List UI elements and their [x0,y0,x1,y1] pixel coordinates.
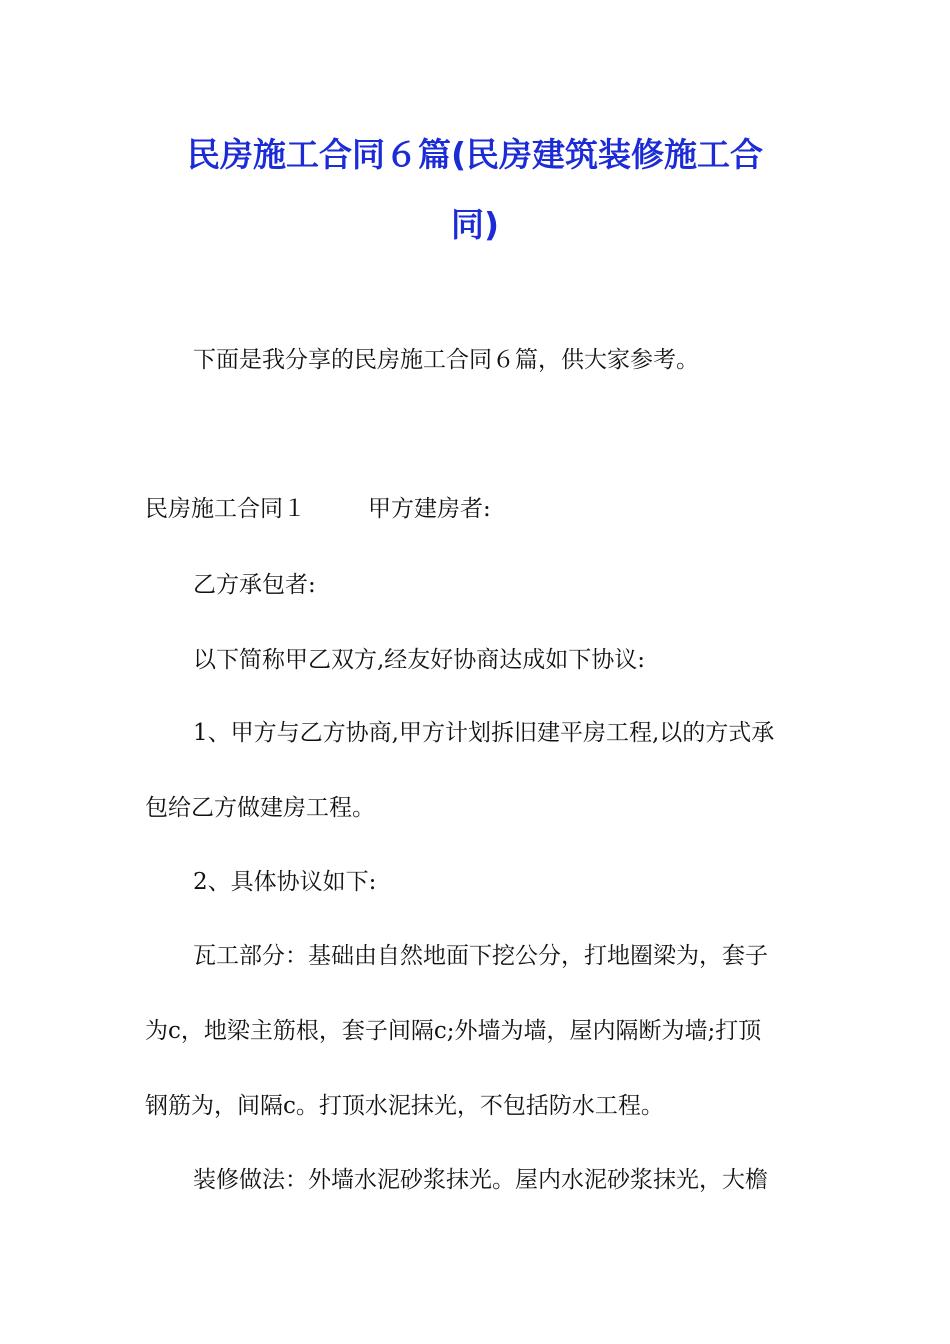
masonry-line-3: 钢筋为，间隔c。打顶水泥抹光，不包括防水工程。 [145,1093,664,1119]
masonry-line-2: 为c，地梁主筋根，套子间隔c;外墙为墙，屋内隔断为墙;打顶 [145,1018,762,1044]
section-1-heading-line [145,494,491,524]
party-b-label: 乙方承包者: [193,572,316,598]
item-1-line-2: 包给乙方做建房工程。 [145,795,375,821]
document-title-line-1: 民房施工合同６篇(民房建筑装修施工合 [186,135,764,174]
agreement-intro: 以下简称甲乙双方,经友好协商达成如下协议: [193,647,646,673]
section-1-heading: 民房施工合同１ [145,496,306,522]
item-1-line-1: 1、甲方与乙方协商,甲方计划拆旧建平房工程,以的方式承 [193,720,775,746]
document-title-line-2: 同) [450,205,500,244]
masonry-line-1: 瓦工部分：基础由自然地面下挖公分，打地圈梁为，套子 [193,943,768,969]
decoration-line-1: 装修做法：外墙水泥砂浆抹光。屋内水泥砂浆抹光，大檐 [193,1167,768,1193]
intro-paragraph: 下面是我分享的民房施工合同６篇，供大家参考。 [193,347,699,373]
party-a-label: 甲方建房者: [368,496,491,522]
item-2: 2、具体协议如下: [193,869,377,895]
